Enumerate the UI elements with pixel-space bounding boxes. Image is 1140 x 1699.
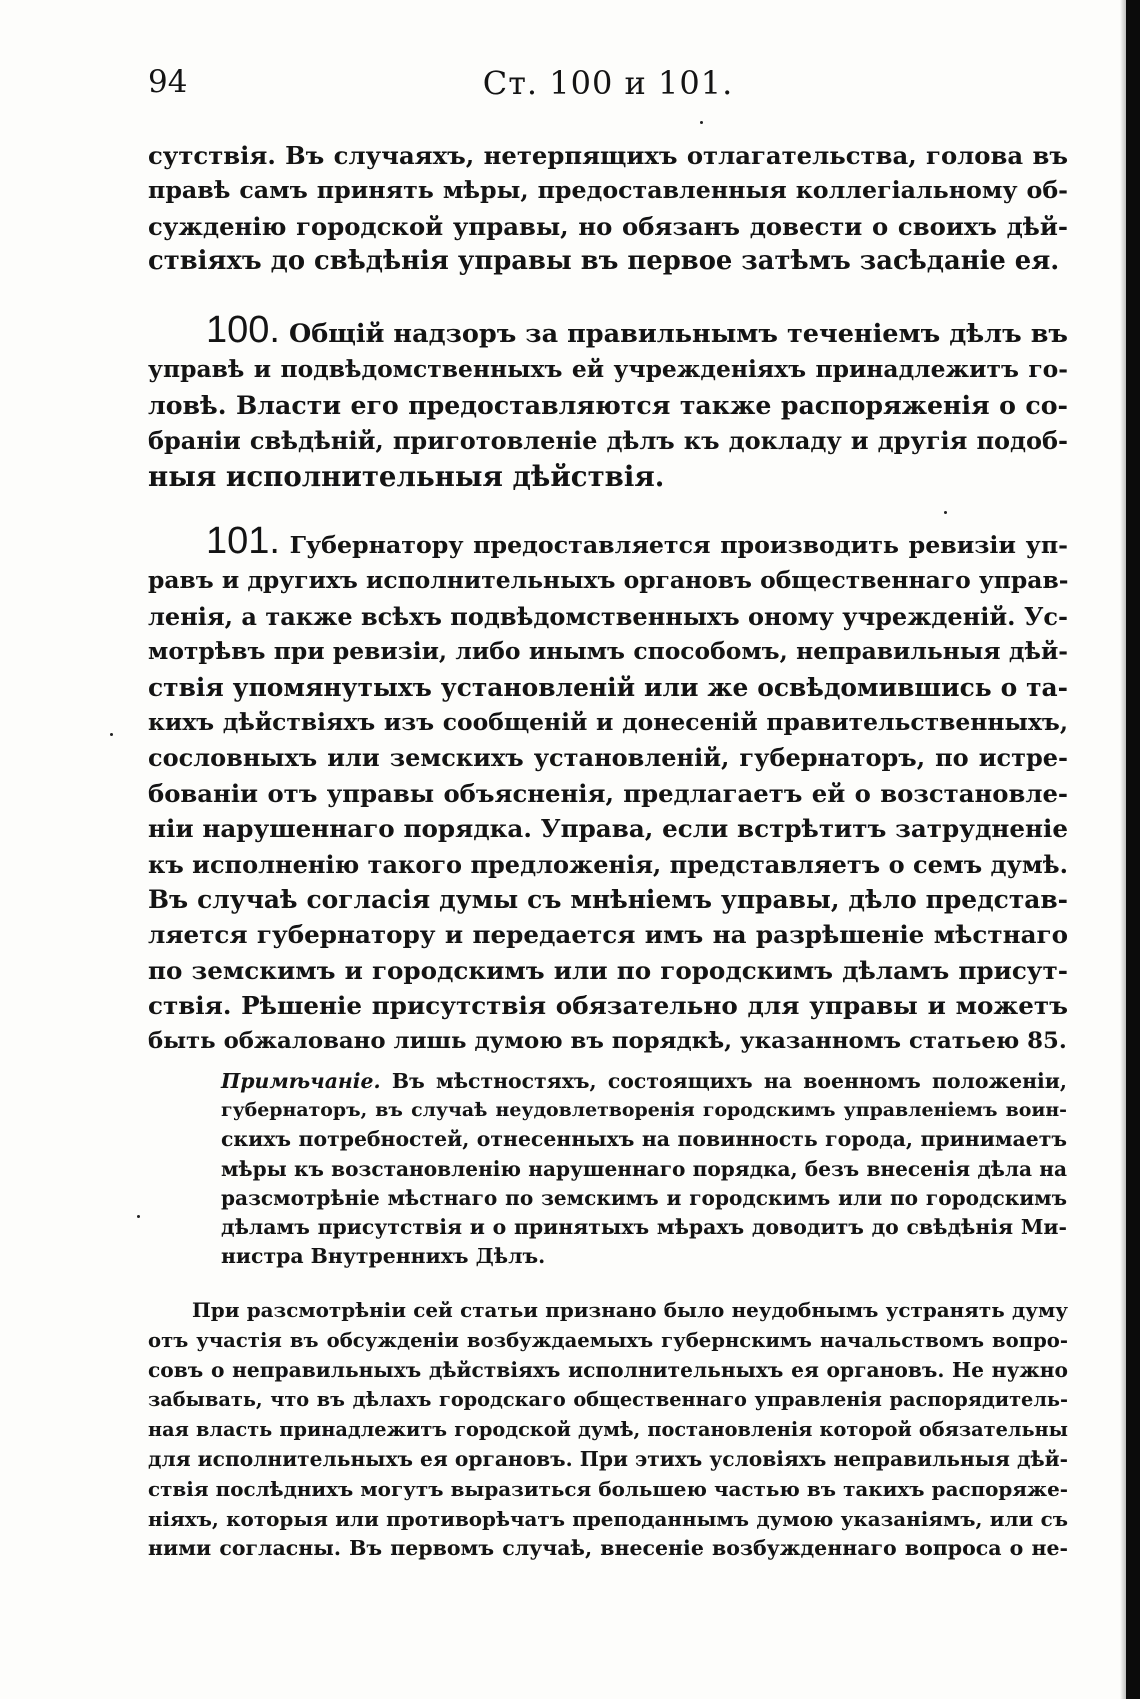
text-line: ловѣ. Власти его предоставляются также распоряженія о со-	[148, 389, 1068, 420]
note-first-line	[221, 1067, 1067, 1096]
text-line: Въ случаѣ согласія думы съ мнѣніемъ управы, дѣло представ-	[148, 885, 1068, 915]
text-line: браніи свѣдѣній, приготовленіе дѣлъ къ докладу и другія подоб-	[148, 426, 1068, 456]
scan-speck	[137, 1215, 140, 1218]
text-line: скихъ потребностей, отнесенныхъ на повинность города, принимаетъ	[221, 1127, 1067, 1152]
article-101	[148, 520, 1069, 1059]
article-number: 101.	[206, 520, 280, 562]
commentary	[148, 1296, 1068, 1564]
article-100	[148, 309, 1068, 494]
text-line: ніяхъ, которыя или противорѣчатъ преподаннымъ думою указаніямъ, или съ	[148, 1506, 1068, 1531]
article-text: Общій надзоръ за правильнымъ теченіемъ дѣлъ въ	[289, 319, 1068, 349]
text-line: мотрѣвъ при ревизіи, либо инымъ способомъ, неправильныя дѣй-	[148, 637, 1068, 666]
continuation-paragraph	[148, 138, 1068, 280]
text-line: ствія послѣднихъ могутъ выразиться большею частью въ такихъ распоряже-	[148, 1476, 1068, 1501]
text-line: управѣ и подвѣдомственныхъ ей учрежденіяхъ принадлежитъ го-	[148, 355, 1068, 384]
text-line: нистра Внутреннихъ Дѣлъ.	[221, 1244, 546, 1269]
article-first-line	[148, 309, 1068, 352]
text-line: сословныхъ или земскихъ установленій, губернаторъ, по истре-	[148, 743, 1068, 773]
scan-speck	[944, 511, 947, 514]
article-text: Губернатору предоставляется производить ревизіи уп-	[289, 531, 1068, 559]
page-header	[148, 64, 1068, 110]
text-line: ніи нарушеннаго порядка. Управа, если встрѣтитъ затрудненіе	[148, 814, 1068, 844]
text-line: бованіи отъ управы объясненія, предлагаетъ ей о возстановле-	[148, 778, 1068, 808]
text-line: ними согласны. Въ первомъ случаѣ, внесеніе возбужденнаго вопроса о не-	[148, 1536, 1068, 1561]
text-line: дѣламъ присутствія и о принятыхъ мѣрахъ доводитъ до свѣдѣнія Ми-	[221, 1215, 1067, 1240]
note-text: Въ мѣстностяхъ, состоящихъ на военномъ положеніи,	[391, 1069, 1067, 1093]
scan-speck	[110, 733, 113, 736]
text-line: ныя исполнительныя дѣйствія.	[148, 459, 665, 493]
text-line: по земскимъ и городскимъ или по городскимъ дѣламъ присут-	[148, 955, 1068, 985]
text-line: ленія, а также всѣхъ подвѣдомственныхъ оному учрежденій. Ус-	[148, 601, 1068, 631]
text-line: ствія упомянутыхъ установленій или же освѣдомившись о та-	[148, 672, 1068, 702]
text-line: При разсмотрѣніи сей статьи признано было неудобнымъ устранять думу	[192, 1298, 1068, 1322]
note-label: Примѣчаніе.	[221, 1069, 381, 1093]
scan-speck	[700, 121, 703, 124]
text-line: ляется губернатору и передается имъ на разрѣшеніе мѣстнаго	[148, 920, 1068, 950]
text-line: забывать, что въ дѣлахъ городскаго общественнаго управленія распорядитель-	[148, 1388, 1068, 1412]
text-line: сутствія. Въ случаяхъ, нетерпящихъ отлагательства, голова въ	[148, 141, 1068, 170]
text-line: ная власть принадлежитъ городской думѣ, постановленія которой обязательны	[148, 1418, 1068, 1442]
running-title: Ст. 100 и 101.	[482, 64, 734, 102]
binding-edge	[1126, 0, 1140, 1699]
text-line: отъ участія въ обсужденіи возбуждаемыхъ губернскимъ начальствомъ вопро-	[148, 1328, 1068, 1352]
article-first-line	[148, 520, 1068, 563]
text-line: ствія. Рѣшеніе присутствія обязательно для управы и можетъ	[148, 991, 1068, 1021]
text-line: губернаторъ, въ случаѣ неудовлетворенія городскимъ управленіемъ воин-	[221, 1099, 1067, 1122]
text-line: быть обжаловано лишь думою въ порядкѣ, указанномъ статьею 85.	[148, 1027, 1067, 1054]
text-line: для исполнительныхъ ея органовъ. При этихъ условіяхъ неправильныя дѣй-	[148, 1446, 1068, 1471]
text-line: разсмотрѣніе мѣстнаго по земскимъ и городскимъ или по городскимъ	[221, 1185, 1067, 1210]
page-number: 94	[148, 64, 188, 100]
article-number: 100.	[206, 309, 280, 351]
article-note	[221, 1067, 1067, 1271]
text-line: кихъ дѣйствіяхъ изъ сообщеній и донесеній правительственныхъ,	[148, 708, 1068, 737]
text-line: правѣ самъ принять мѣры, предоставленныя коллегіальному об-	[148, 176, 1068, 205]
text-line: сужденію городской управы, но обязанъ довести о своихъ дѣй-	[148, 211, 1068, 241]
text-line: ствіяхъ до свѣдѣнія управы въ первое затѣмъ засѣданіе ея.	[148, 246, 1060, 277]
text-line: къ исполненію такого предложенія, представляетъ о семъ думѣ.	[148, 849, 1068, 879]
text-line: мѣры къ возстановленію нарушеннаго порядка, безъ внесенія дѣла на	[221, 1156, 1067, 1181]
text-line: совъ о неправильныхъ дѣйствіяхъ исполнительныхъ ея органовъ. Не нужно	[148, 1357, 1068, 1382]
text-line: равъ и другихъ исполнительныхъ органовъ общественнаго управ-	[148, 566, 1069, 595]
